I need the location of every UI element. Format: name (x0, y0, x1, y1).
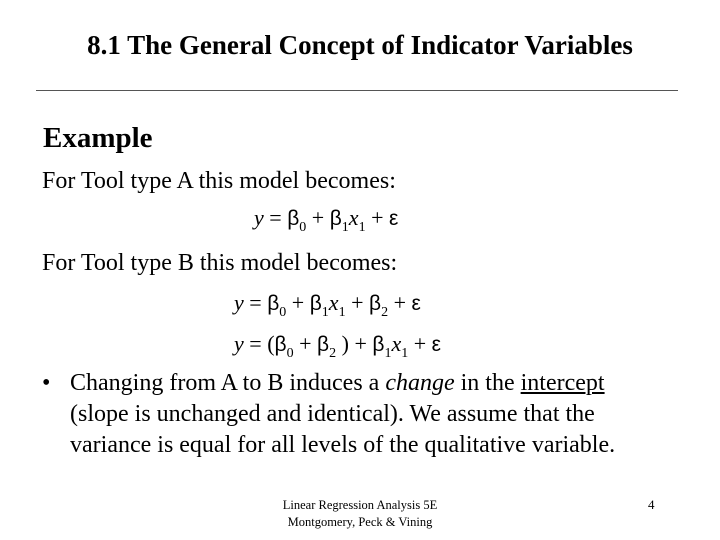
bullet-part: (slope is unchanged and identical). We assume that the variance is equal for all levels of the qualitative variable. (70, 401, 616, 458)
bullet-underlined-intercept: intercept (520, 370, 605, 396)
eq-beta: β (274, 333, 287, 356)
equation-tool-b-regrouped (234, 331, 442, 361)
bullet-part: Changing from A to B induces a (70, 370, 386, 396)
eq-sub: 1 (401, 346, 409, 361)
title-divider (36, 90, 678, 91)
eq-plus: + (311, 205, 325, 230)
eq-y: y (254, 205, 264, 230)
eq-equals: = (269, 205, 282, 230)
bullet-icon: • (42, 370, 51, 396)
eq-sub: 1 (384, 346, 392, 361)
eq-beta: β (329, 207, 342, 230)
equation-tool-b (234, 290, 421, 320)
eq-x: x (328, 290, 339, 315)
eq-epsilon: ε (411, 292, 421, 315)
eq-sub: 2 (329, 346, 337, 361)
eq-x: x (348, 205, 359, 230)
eq-sub: 0 (299, 220, 307, 235)
eq-plus: + (413, 331, 427, 356)
eq-sub: 0 (279, 305, 287, 320)
eq-epsilon: ε (431, 333, 442, 356)
footer-line-2: Montgomery, Peck & Vining (287, 515, 433, 529)
eq-beta: β (309, 292, 322, 315)
bullet-text (42, 368, 632, 461)
eq-sub: 0 (286, 346, 294, 361)
eq-sub: 1 (358, 220, 366, 235)
eq-beta: β (372, 333, 385, 356)
eq-equals: = (249, 290, 262, 315)
eq-plus: + (371, 205, 384, 230)
eq-beta: β (317, 333, 330, 356)
tool-a-text: For Tool type A this model becomes: (42, 168, 396, 194)
footer-citation (262, 497, 458, 531)
page-number: 4 (648, 497, 655, 512)
eq-plus: + (354, 331, 367, 356)
bullet-point (42, 368, 632, 461)
bullet-emphasis-change: change (385, 370, 455, 396)
eq-sub: 2 (381, 305, 389, 320)
eq-y: y (234, 331, 244, 356)
eq-beta: β (267, 292, 280, 315)
eq-sub: 1 (338, 305, 346, 320)
eq-equals: = (249, 331, 262, 356)
eq-plus: + (393, 290, 406, 315)
eq-y: y (234, 290, 244, 315)
eq-sub: 1 (341, 220, 349, 235)
eq-rparen: ) (341, 331, 349, 356)
eq-sub: 1 (321, 305, 329, 320)
tool-b-text: For Tool type B this model becomes: (42, 250, 398, 276)
slide-title: 8.1 The General Concept of Indicator Variables (87, 30, 633, 60)
eq-epsilon: ε (388, 207, 399, 230)
eq-plus: + (351, 290, 364, 315)
footer-line-1: Linear Regression Analysis 5E (282, 498, 438, 512)
eq-beta: β (368, 292, 382, 315)
bullet-part: in the (454, 370, 521, 396)
equation-tool-a (254, 205, 399, 235)
eq-lparen: ( (267, 331, 275, 356)
eq-x: x (391, 331, 402, 356)
example-heading: Example (43, 122, 153, 154)
eq-plus: + (291, 290, 305, 315)
eq-plus: + (299, 331, 312, 356)
eq-beta: β (287, 207, 300, 230)
